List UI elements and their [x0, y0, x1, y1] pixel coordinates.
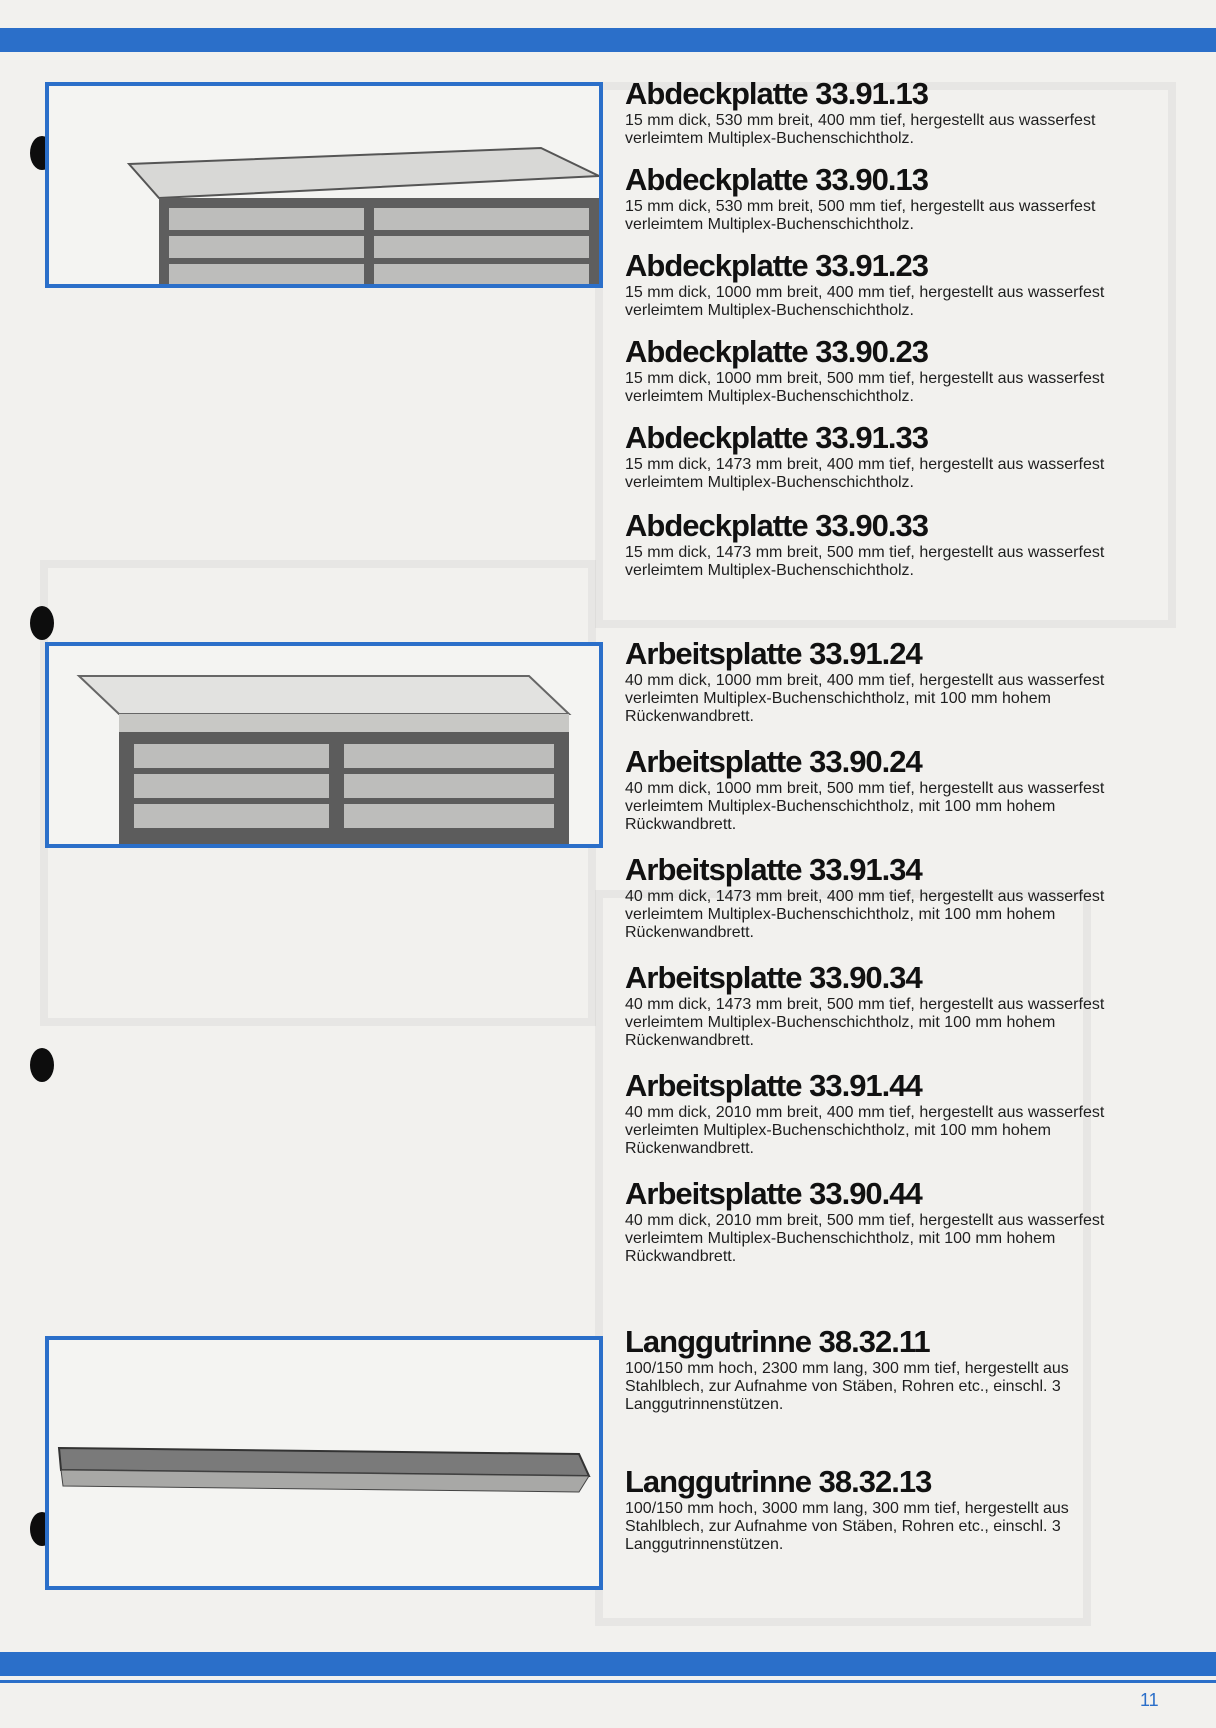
product-description: 40 mm dick, 1000 mm breit, 400 mm tief, hergestellt aus wasserfest verleimten Multiplex-Buchenschichtholz, mit 100 mm hohem Rückenwandbrett.	[625, 672, 1105, 725]
product-title: Arbeitsplatte 33.90.34	[625, 960, 922, 995]
product-entry	[625, 420, 1145, 492]
product-entry	[625, 248, 1145, 320]
product-title: Abdeckplatte 33.90.33	[625, 508, 928, 543]
page-number: 11	[1140, 1690, 1159, 1710]
product-description: 40 mm dick, 1473 mm breit, 400 mm tief, hergestellt aus wasserfest verleimtem Multiplex-Buchenschichtholz, mit 100 mm hohem Rückenwandbrett.	[625, 888, 1105, 941]
product-description: 15 mm dick, 530 mm breit, 400 mm tief, hergestellt aus wasserfest verleimtem Multiplex-Buchenschichtholz.	[625, 112, 1096, 147]
bottom-blue-rule	[0, 1680, 1216, 1683]
product-entry	[625, 852, 1145, 942]
product-entry	[625, 636, 1145, 726]
product-description: 15 mm dick, 1473 mm breit, 500 mm tief, hergestellt aus wasserfest verleimtem Multiplex-Buchenschichtholz.	[625, 544, 1105, 579]
binder-hole	[30, 606, 54, 640]
product-title: Arbeitsplatte 33.90.24	[625, 744, 922, 779]
product-image-work-plate	[45, 642, 603, 848]
product-entry	[625, 1068, 1145, 1158]
product-description: 15 mm dick, 1473 mm breit, 400 mm tief, hergestellt aus wasserfest verleimtem Multiplex-Buchenschichtholz.	[625, 456, 1105, 491]
product-description: 40 mm dick, 2010 mm breit, 500 mm tief, hergestellt aus wasserfest verleimtem Multiplex-Buchenschichtholz, mit 100 mm hohem Rückwandbrett.	[625, 1212, 1105, 1265]
product-entry	[625, 162, 1145, 234]
product-title: Abdeckplatte 33.91.23	[625, 248, 928, 283]
product-entry	[625, 76, 1145, 148]
product-description: 15 mm dick, 1000 mm breit, 500 mm tief, hergestellt aus wasserfest verleimtem Multiplex-Buchenschichtholz.	[625, 370, 1105, 405]
product-entry	[625, 1324, 1145, 1414]
product-description: 15 mm dick, 530 mm breit, 500 mm tief, hergestellt aus wasserfest verleimtem Multiplex-Buchenschichtholz.	[625, 198, 1096, 233]
product-title: Abdeckplatte 33.91.33	[625, 420, 928, 455]
product-description: 15 mm dick, 1000 mm breit, 400 mm tief, hergestellt aus wasserfest verleimtem Multiplex-Buchenschichtholz.	[625, 284, 1105, 319]
product-title: Arbeitsplatte 33.91.34	[625, 852, 922, 887]
product-entry	[625, 334, 1145, 406]
top-blue-bar	[0, 28, 1216, 52]
bottom-blue-bar	[0, 1652, 1216, 1676]
product-title: Abdeckplatte 33.90.13	[625, 162, 928, 197]
product-image-cover-plate	[45, 82, 603, 288]
product-description: 100/150 mm hoch, 3000 mm lang, 300 mm tief, hergestellt aus Stahlblech, zur Aufnahme von Stäben, Rohren etc., einschl. 3 Langgutrinnenstützen.	[625, 1500, 1069, 1553]
product-title: Abdeckplatte 33.90.23	[625, 334, 928, 369]
product-entry	[625, 508, 1145, 580]
product-entry	[625, 960, 1145, 1050]
product-title: Arbeitsplatte 33.91.24	[625, 636, 922, 671]
product-title: Arbeitsplatte 33.90.44	[625, 1176, 922, 1211]
product-entry	[625, 1464, 1145, 1554]
product-image-gutter	[45, 1336, 603, 1590]
product-description: 100/150 mm hoch, 2300 mm lang, 300 mm tief, hergestellt aus Stahlblech, zur Aufnahme von Stäben, Rohren etc., einschl. 3 Langgutrinnenstützen.	[625, 1360, 1069, 1413]
binder-hole	[30, 1048, 54, 1082]
product-title: Langgutrinne 38.32.11	[625, 1324, 930, 1359]
product-description: 40 mm dick, 1000 mm breit, 500 mm tief, hergestellt aus wasserfest verleimtem Multiplex-Buchenschichtholz, mit 100 mm hohem Rückwandbrett.	[625, 780, 1105, 833]
product-title: Abdeckplatte 33.91.13	[625, 76, 928, 111]
product-description: 40 mm dick, 2010 mm breit, 400 mm tief, hergestellt aus wasserfest verleimten Multiplex-Buchenschichtholz, mit 100 mm hohem Rückenwandbrett.	[625, 1104, 1105, 1157]
product-title: Arbeitsplatte 33.91.44	[625, 1068, 922, 1103]
product-entry	[625, 1176, 1145, 1266]
product-entry	[625, 744, 1145, 834]
product-description: 40 mm dick, 1473 mm breit, 500 mm tief, hergestellt aus wasserfest verleimtem Multiplex-Buchenschichtholz, mit 100 mm hohem Rückenwandbrett.	[625, 996, 1105, 1049]
product-title: Langgutrinne 38.32.13	[625, 1464, 932, 1499]
